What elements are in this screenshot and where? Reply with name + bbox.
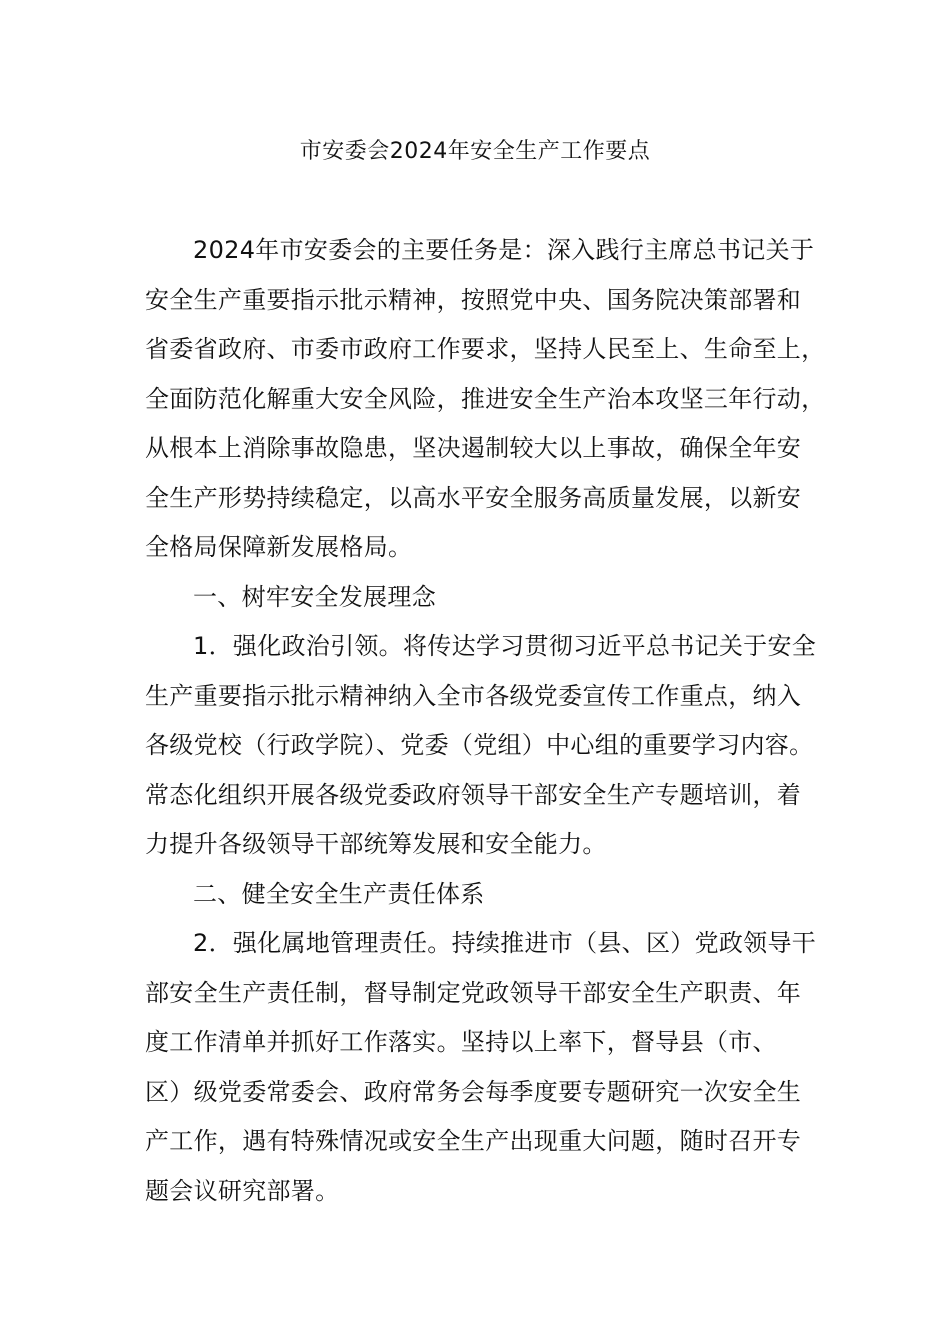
paragraph-line: 全面防范化解重大安全风险，推进安全生产治本攻坚三年行动， [145, 384, 826, 413]
paragraph-line: 各级党校（行政学院）、党委（党组）中心组的重要学习内容。 [145, 731, 814, 759]
paragraph-line: 产工作，遇有特殊情况或安全生产出现重大问题，随时召开专 [145, 1127, 802, 1155]
section-heading: 一、树牢安全发展理念 [193, 582, 436, 611]
paragraph-line: 从根本上消除事故隐患，坚决遏制较大以上事故，确保全年安 [145, 434, 802, 462]
section-heading: 二、健全安全生产责任体系 [193, 879, 485, 908]
paragraph-line: 安全生产重要指示批示精神，按照党中央、国务院决策部署和 [145, 285, 802, 314]
paragraph-line: 全生产形势持续稳定，以高水平安全服务高质量发展，以新安 [145, 483, 802, 512]
paragraph-line: 生产重要指示批示精神纳入全市各级党委宣传工作重点，纳入 [145, 681, 802, 710]
paragraph-line: 题会议研究部署。 [145, 1176, 340, 1205]
paragraph-line: 常态化组织开展各级党委政府领导干部安全生产专题培训，着 [145, 780, 802, 809]
paragraph-line: 2024年市安委会的主要任务是：深入践行主席总书记关于 [193, 236, 815, 264]
paragraph-line: 部安全生产责任制，督导制定党政领导干部安全生产职责、年 [145, 978, 802, 1007]
paragraph-line: 省委省政府、市委市政府工作要求，坚持人民至上、生命至上， [145, 335, 826, 363]
paragraph-line: 区）级党委常委会、政府常务会每季度要专题研究一次安全生 [145, 1077, 802, 1106]
paragraph-line: 度工作清单并抓好工作落实。坚持以上率下，督导县（市、 [145, 1028, 777, 1056]
paragraph-line: 2．强化属地管理责任。持续推进市（县、区）党政领导干 [193, 929, 817, 957]
paragraph-line: 全格局保障新发展格局。 [145, 533, 413, 561]
document-title: 市安委会2024年安全生产工作要点 [299, 139, 651, 164]
paragraph-line: 1．强化政治引领。将传达学习贯彻习近平总书记关于安全 [193, 632, 817, 660]
document-body [145, 226, 826, 1216]
paragraph-line: 力提升各级领导干部统筹发展和安全能力。 [145, 830, 607, 858]
